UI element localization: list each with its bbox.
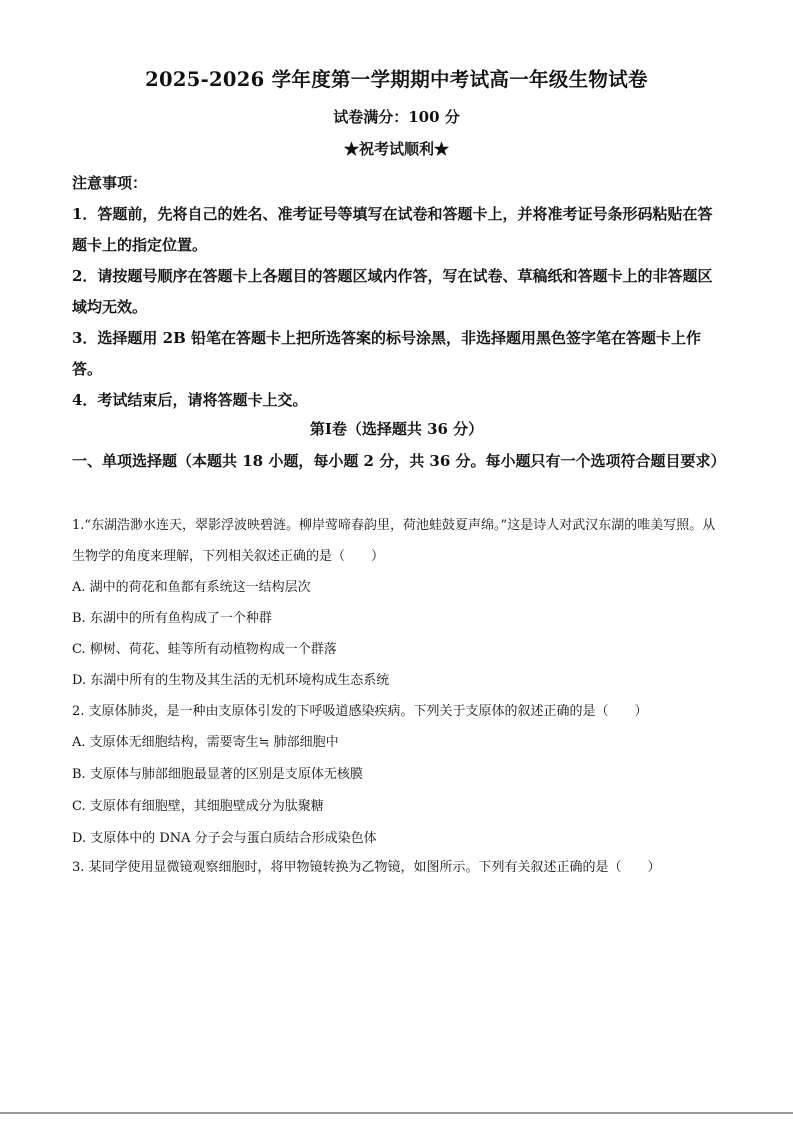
notes-heading: 注意事项： xyxy=(72,174,148,192)
part-heading: 一、单项选择题（本题共 18 小题，每小题 2 分，共 36 分。每小题只有一个选项符合题目要求） xyxy=(72,452,726,470)
question-option: C. 柳树、荷花、蛙等所有动植物构成一个群落 xyxy=(72,642,337,657)
question-stem: 3. 某同学使用显微镜观察细胞时，将甲物镜转换为乙物镜，如图所示。下列有关叙述正确的是（ ） xyxy=(72,860,661,875)
exam-title: 2025-2026 学年度第一学期期中考试高一年级生物试卷 xyxy=(145,68,648,91)
question-stem: 2. 支原体肺炎，是一种由支原体引发的下呼吸道感染疾病。下列关于支原体的叙述正确的是（ ） xyxy=(72,704,648,719)
question-option: A. 湖中的荷花和鱼都有系统这一结构层次 xyxy=(72,580,311,595)
question-option: D. 东湖中所有的生物及其生活的无机环境构成生态系统 xyxy=(72,673,390,688)
notes-section xyxy=(72,168,722,416)
section-title: 第Ⅰ卷（选择题共 36 分） xyxy=(309,420,484,438)
question-option: A. 支原体无细胞结构，需要寄生≒ 肺部细胞中 xyxy=(72,735,339,750)
notes-item: 4．考试结束后，请将答题卡上交。 xyxy=(72,391,308,409)
exam-wish: ★祝考试顺利★ xyxy=(343,140,449,158)
notes-item: 3．选择题用 2B 铅笔在答题卡上把所选答案的标号涂黑，非选择题用黑色签字笔在答题卡上作答。 xyxy=(72,329,702,378)
question-stem: 1.“东湖浩渺水连天，翠影浮波映碧涟。柳岸莺啼春韵里，荷池蛙鼓夏声绵。”这是诗人对武汉东湖的唯美写照。从生物学的角度来理解，下列相关叙述正确的是（ ） xyxy=(72,518,716,564)
question-option: B. 支原体与肺部细胞最显著的区别是支原体无核膜 xyxy=(72,767,363,782)
question-option: B. 东湖中的所有鱼构成了一个种群 xyxy=(72,611,272,626)
question-3 xyxy=(72,852,722,883)
question-option: C. 支原体有细胞壁，其细胞壁成分为肽聚糖 xyxy=(72,799,324,814)
notes-item: 2．请按题号顺序在答题卡上各题目的答题区域内作答，写在试卷、草稿纸和答题卡上的非答题区域均无效。 xyxy=(72,267,713,316)
question-2 xyxy=(72,696,722,855)
question-1 xyxy=(72,510,722,696)
exam-score: 试卷满分：100 分 xyxy=(333,108,460,126)
question-option: D. 支原体中的 DNA 分子会与蛋白质结合形成染色体 xyxy=(72,831,377,846)
page-bottom-divider xyxy=(0,1112,793,1114)
notes-item: 1．答题前，先将自己的姓名、准考证号等填写在试卷和答题卡上，并将准考证号条形码粘贴在答题卡上的指定位置。 xyxy=(72,205,713,254)
